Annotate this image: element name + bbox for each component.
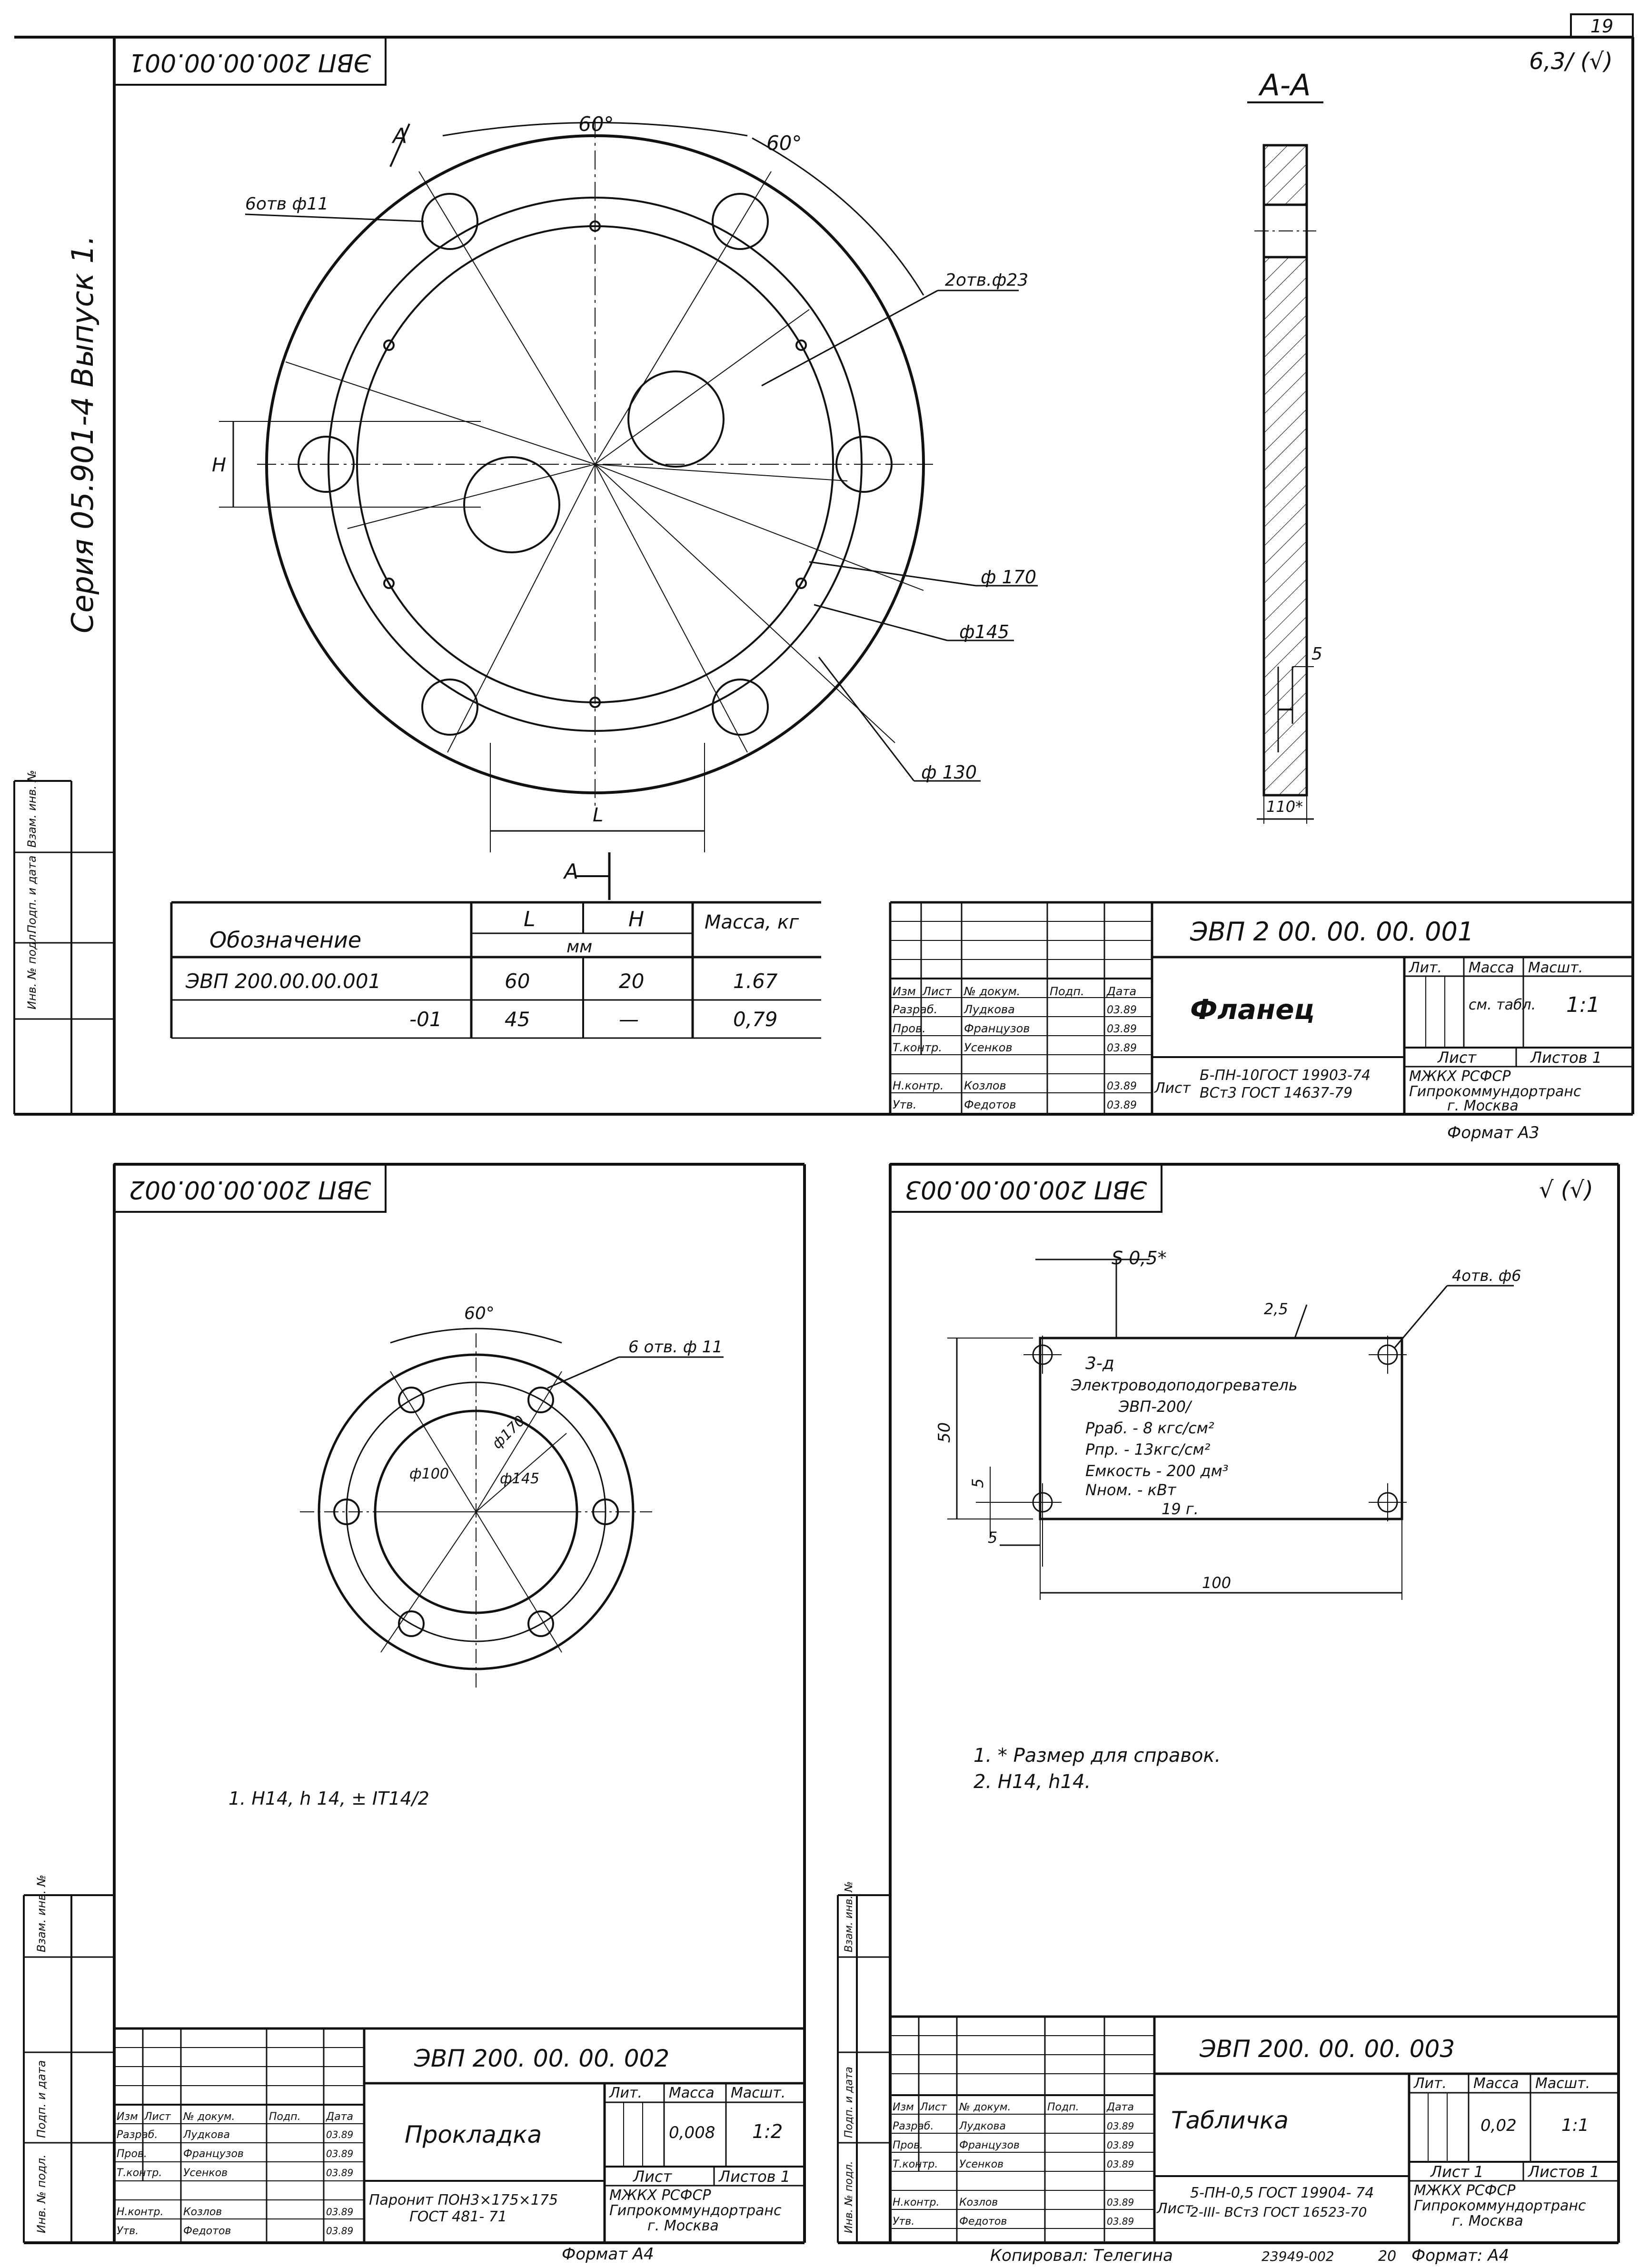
title-sheet-top: Лист <box>1438 1049 1477 1067</box>
title-scale-h-br: Масшт. <box>1535 2075 1590 2092</box>
roughness-mark-top: 6,3/ (√) <box>1529 48 1613 75</box>
title-org-1-bl: МЖКХ РСФСР <box>609 2187 711 2204</box>
stamp-r5-date-top: 03.89 <box>1107 1099 1137 1111</box>
stamp-r3-date-bl: 03.89 <box>326 2167 354 2178</box>
title-material-2-br: 2-III- ВСт3 ГОСТ 16523-70 <box>1190 2204 1367 2220</box>
plate-line-3: ЭВП-200/ <box>1119 1398 1191 1416</box>
title-material-2-bl: ГОСТ 481- 71 <box>409 2208 507 2225</box>
side-label-inv: Инв. № подл. <box>25 930 39 1009</box>
title-org-2-br: Гипрокоммундортранс <box>1414 2198 1586 2214</box>
table-row-2-H: — <box>619 1008 639 1031</box>
bl-d145: ф145 <box>500 1470 539 1487</box>
angle-label-1: 60° <box>578 112 614 136</box>
stamp-r4-role-top: Н.контр. <box>893 1079 944 1092</box>
stamp-r4-role-bl: Н.контр. <box>117 2206 164 2218</box>
table-row-1-L: 60 <box>505 969 530 993</box>
dim-L: L <box>593 804 604 826</box>
title-scale-top: 1:1 <box>1566 993 1600 1017</box>
stamp-r4-name-bl: Козлов <box>183 2206 222 2218</box>
br-s-label: S 0,5* <box>1112 1248 1167 1269</box>
bl-holes: 6 отв. ф 11 <box>628 1338 723 1357</box>
title-material-1-top: Б-ПН-10ГОСТ 19903-74 <box>1200 1067 1371 1084</box>
title-sheets-top: Листов 1 <box>1530 1049 1602 1067</box>
title-org-1-top: МЖКХ РСФСР <box>1409 1068 1511 1085</box>
footer-copied: Копировал: Телегина <box>990 2246 1173 2265</box>
stamp-r4-name-br: Козлов <box>959 2197 998 2208</box>
stamp-r5-name-bl: Федотов <box>183 2225 231 2237</box>
stamp-r5-role-br: Утв. <box>893 2216 915 2228</box>
stamp-r2-role-br: Пров. <box>893 2139 923 2151</box>
stamp-h-list-br: Лист <box>920 2101 947 2113</box>
section-marker-upper: А <box>393 124 407 148</box>
stamp-h-date-br: Дата <box>1107 2101 1134 2113</box>
stamp-code-flipped-br: ЭВП 200.00.00.003 <box>904 1175 1147 1204</box>
stamp-r2-date-top: 03.89 <box>1107 1023 1137 1035</box>
br-dim-100: 100 <box>1202 1574 1232 1592</box>
bl-side-label-podp: Подп. и дата <box>35 2060 48 2138</box>
title-org-3-bl: г. Москва <box>647 2218 719 2234</box>
format-label-bl: Формат А4 <box>562 2245 654 2264</box>
stamp-r1-date-bl: 03.89 <box>326 2129 354 2140</box>
series-label: Серия 05.901-4 Выпуск 1. <box>65 235 100 633</box>
stamp-h-sign-br: Подп. <box>1047 2101 1079 2113</box>
title-sheet-br: Лист 1 <box>1430 2163 1484 2181</box>
stamp-r5-role-bl: Утв. <box>117 2225 139 2237</box>
stamp-r3-role-top: Т.контр. <box>893 1041 943 1054</box>
title-mass-bl: 0,008 <box>669 2123 715 2142</box>
stamp-r4-date-br: 03.89 <box>1107 2197 1134 2208</box>
stamp-r2-name-top: Французов <box>964 1022 1030 1035</box>
stamp-code-flipped-top: ЭВП 200.00.00.001 <box>129 48 371 77</box>
title-name-br: Табличка <box>1171 2107 1289 2134</box>
stamp-r5-date-br: 03.89 <box>1107 2216 1134 2227</box>
table-row-2-designation: -01 <box>409 1008 442 1031</box>
br-note-1: 1. * Размер для справок. <box>974 1745 1221 1767</box>
plate-line-7: Nном. - кВт <box>1085 1481 1176 1499</box>
stamp-r2-name-br: Французов <box>959 2139 1020 2151</box>
table-row-1-mass: 1.67 <box>733 969 778 993</box>
title-scale-bl: 1:2 <box>752 2121 783 2143</box>
title-org-3-top: г. Москва <box>1447 1098 1519 1114</box>
plate-line-1: 3-д <box>1085 1354 1114 1373</box>
title-scale-h-bl: Масшт. <box>731 2085 786 2101</box>
title-scale-h-top: Масшт. <box>1528 959 1583 976</box>
page-number: 19 <box>1590 16 1614 37</box>
stamp-r5-name-br: Федотов <box>959 2216 1007 2228</box>
dim-5-section: 5 <box>1311 644 1322 664</box>
title-name-bl: Прокладка <box>405 2121 542 2148</box>
table-row-1-H: 20 <box>619 969 645 993</box>
stamp-r3-date-br: 03.89 <box>1107 2158 1134 2170</box>
stamp-r3-role-br: Т.контр. <box>893 2158 938 2170</box>
stamp-code-flipped-bl: ЭВП 200.00.00.002 <box>129 1175 371 1204</box>
stamp-r1-date-br: 03.89 <box>1107 2120 1134 2132</box>
br-note-2: 2. Н14, h14. <box>974 1771 1091 1793</box>
table-row-2-mass: 0,79 <box>733 1008 778 1031</box>
title-mass-h-bl: Масса <box>669 2085 715 2101</box>
stamp-r4-role-br: Н.контр. <box>893 2197 940 2208</box>
plate-line-6: Емкость - 200 дм³ <box>1085 1462 1229 1480</box>
stamp-h-doc-bl: № докум. <box>183 2111 235 2123</box>
title-org-2-top: Гипрокоммундортранс <box>1409 1083 1581 1100</box>
bl-d100: ф100 <box>409 1466 449 1482</box>
stamp-r2-role-top: Пров. <box>893 1022 926 1035</box>
title-material-2-top: ВСт3 ГОСТ 14637-79 <box>1200 1085 1353 1101</box>
stamp-r1-name-bl: Лудкова <box>183 2129 230 2141</box>
stamp-r2-date-bl: 03.89 <box>326 2148 354 2159</box>
dim-d145: ф145 <box>959 621 1010 642</box>
br-side-label-vzam: Взам. инв. № <box>843 1881 855 1952</box>
br-drawing <box>838 1164 1619 2243</box>
stamp-h-izm-br: Изм <box>893 2101 914 2113</box>
roughness-mark-br: √ (√) <box>1539 1177 1593 1203</box>
title-lit-br: Лит. <box>1414 2075 1447 2092</box>
stamp-h-doc-top: № докум. <box>964 985 1021 998</box>
title-name-top: Фланец <box>1190 993 1315 1026</box>
title-material-label-top: Лист <box>1154 1080 1191 1097</box>
title-sheet-bl: Лист <box>633 2168 672 2186</box>
table-col-designation: Обозначение <box>209 927 362 953</box>
stamp-h-date-top: Дата <box>1107 985 1137 998</box>
title-org-2-bl: Гипрокоммундортранс <box>609 2202 782 2219</box>
flange-section-view <box>1254 145 1316 824</box>
stamp-r5-date-bl: 03.89 <box>326 2225 354 2237</box>
format-label-top: Формат А3 <box>1447 1123 1540 1142</box>
br-side-label-inv: Инв. № подл. <box>843 2161 855 2233</box>
footer-order: 23949-002 <box>1262 2248 1334 2264</box>
side-label-vzam: Взам. инв. № <box>25 770 39 848</box>
dim-d130: ф 130 <box>921 762 977 783</box>
bl-side-label-vzam: Взам. инв. № <box>35 1875 48 1952</box>
table-unit-mm: мм <box>566 937 593 957</box>
br-dim-5a: 5 <box>969 1478 987 1488</box>
br-r-label: 2,5 <box>1264 1300 1288 1318</box>
stamp-r1-date-top: 03.89 <box>1107 1004 1137 1016</box>
title-material-1-bl: Паронит ПОН3×175×175 <box>369 2192 558 2208</box>
stamp-h-list-bl: Лист <box>144 2111 171 2123</box>
stamp-r2-date-br: 03.89 <box>1107 2139 1134 2151</box>
nameplate-view <box>947 1259 1514 1600</box>
footer-num: 20 <box>1378 2248 1397 2265</box>
table-col-H: Н <box>628 907 645 931</box>
stamp-r3-name-bl: Усенков <box>183 2167 228 2179</box>
table-col-mass: Масса, кг <box>705 911 799 933</box>
title-code-bl: ЭВП 200. 00. 00. 002 <box>414 2045 670 2072</box>
footer-format: Формат: А4 <box>1411 2246 1510 2265</box>
stamp-r4-date-top: 03.89 <box>1107 1080 1137 1092</box>
br-dim-50: 50 <box>935 1422 954 1443</box>
stamp-r2-name-bl: Французов <box>183 2148 244 2160</box>
br-holes: 4отв. ф6 <box>1452 1267 1521 1285</box>
plate-line-5: Рпр. - 13кгс/см² <box>1085 1440 1211 1459</box>
section-marker-lower: А <box>564 859 579 884</box>
title-mass-h-top: Масса <box>1469 959 1514 976</box>
dim-thickness: 110* <box>1266 798 1303 816</box>
title-mass-br: 0,02 <box>1480 2116 1517 2135</box>
top-drawing <box>14 37 1633 1142</box>
stamp-r1-name-top: Лудкова <box>964 1003 1015 1016</box>
title-sheets-br: Листов 1 <box>1528 2163 1600 2181</box>
bl-drawing <box>24 1164 805 2264</box>
title-scale-br: 1:1 <box>1561 2116 1589 2135</box>
stamp-r1-role-br: Разраб. <box>893 2120 934 2132</box>
title-lit-bl: Лит. <box>609 2085 643 2101</box>
stamp-r3-date-top: 03.89 <box>1107 1042 1137 1054</box>
angle-label-2: 60° <box>766 131 802 155</box>
title-sheets-bl: Листов 1 <box>719 2168 791 2186</box>
title-org-3-br: г. Москва <box>1452 2213 1523 2229</box>
title-code-br: ЭВП 200. 00. 00. 003 <box>1200 2035 1455 2063</box>
stamp-r3-name-top: Усенков <box>964 1041 1013 1054</box>
gasket-view <box>300 1329 724 1690</box>
stamp-h-sign-top: Подп. <box>1050 985 1084 998</box>
stamp-h-izm-top: Изм <box>893 985 916 998</box>
stamp-h-date-bl: Дата <box>326 2111 353 2123</box>
section-title: А-А <box>1260 68 1311 102</box>
bl-note: 1. Н14, h 14, ± IT14/2 <box>228 1788 429 1809</box>
br-dim-5b: 5 <box>988 1529 998 1547</box>
title-material-label-br: Лист <box>1157 2200 1193 2217</box>
stamp-r3-name-br: Усенков <box>959 2158 1004 2170</box>
table-col-L: L <box>524 907 536 931</box>
stamp-r4-date-bl: 03.89 <box>326 2206 354 2218</box>
stamp-r3-role-bl: Т.контр. <box>117 2167 162 2179</box>
title-mass-top: см. табл. <box>1469 997 1536 1013</box>
stamp-h-list-top: Лист <box>923 985 952 998</box>
title-lit-top: Лит. <box>1409 959 1442 976</box>
plate-line-2: Электроводоподогреватель <box>1071 1376 1298 1394</box>
stamp-r1-role-top: Разраб. <box>893 1003 938 1016</box>
plate-line-8: 19 г. <box>1162 1500 1199 1518</box>
holes-2-label: 2отв.ф23 <box>945 270 1029 290</box>
plate-line-4: Рраб. - 8 кгс/см² <box>1085 1419 1214 1437</box>
side-label-podp: Подп. и дата <box>25 855 39 933</box>
title-code-top: ЭВП 2 00. 00. 00. 001 <box>1190 917 1474 947</box>
stamp-h-doc-br: № докум. <box>959 2101 1011 2113</box>
title-mass-h-br: Масса <box>1473 2075 1519 2092</box>
title-material-1-br: 5-ПН-0,5 ГОСТ 19904- 74 <box>1190 2185 1374 2201</box>
flange-front-view <box>219 119 1038 900</box>
stamp-r5-role-top: Утв. <box>893 1098 917 1111</box>
title-org-1-br: МЖКХ РСФСР <box>1414 2182 1516 2199</box>
stamp-r5-name-top: Федотов <box>964 1098 1016 1111</box>
dim-H: Н <box>212 454 227 476</box>
table-row-2-L: 45 <box>505 1008 530 1031</box>
bl-side-label-inv: Инв. № подл. <box>35 2154 48 2233</box>
stamp-h-izm-bl: Изм <box>117 2111 138 2123</box>
br-side-label-podp: Подп. и дата <box>843 2067 855 2138</box>
holes-6-label: 6отв ф11 <box>245 194 329 214</box>
bl-angle: 60° <box>464 1304 495 1323</box>
table-row-1-designation: ЭВП 200.00.00.001 <box>186 969 381 993</box>
stamp-r2-role-bl: Пров. <box>117 2148 147 2160</box>
stamp-h-sign-bl: Подп. <box>269 2111 301 2123</box>
stamp-r1-role-bl: Разраб. <box>117 2129 158 2141</box>
bl-d170: ф170 <box>488 1412 529 1452</box>
dim-d170: ф 170 <box>981 567 1037 588</box>
stamp-r4-name-top: Козлов <box>964 1079 1006 1092</box>
stamp-r1-name-br: Лудкова <box>959 2120 1006 2132</box>
